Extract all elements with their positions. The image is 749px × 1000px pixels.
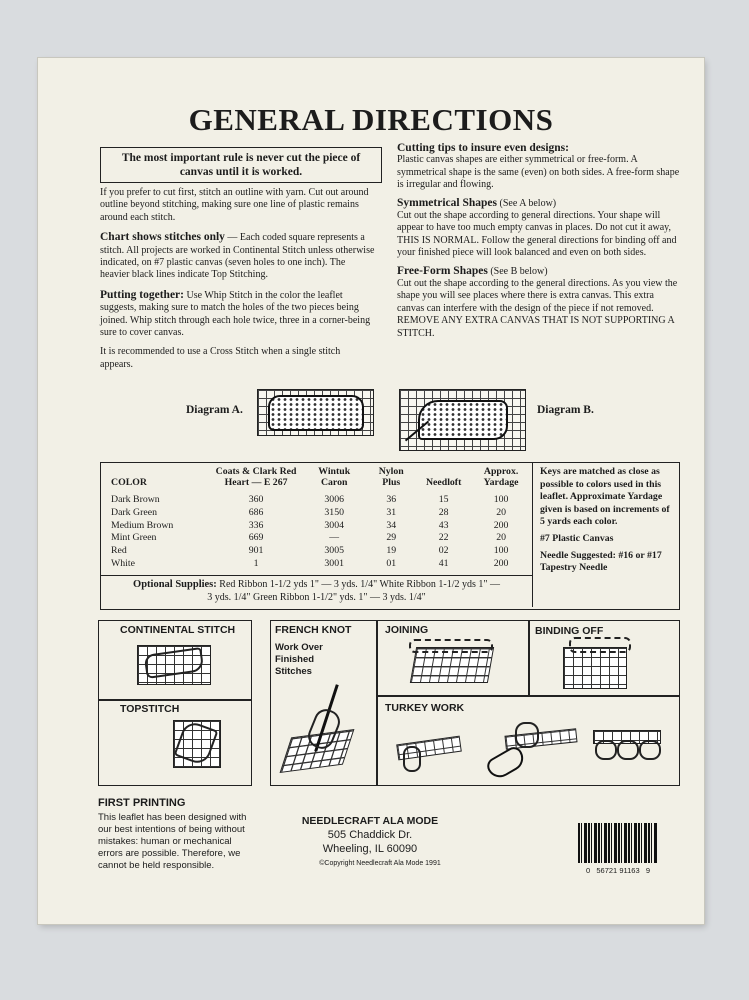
key-notes [540,466,672,575]
chart-heading: Chart shows stitches only [100,231,225,244]
canvas-note: #7 Plastic Canvas [540,532,614,544]
address-line-2: Wheeling, IL 60090 [322,843,418,855]
col-header-nylon: Nylon Plus [378,466,404,488]
page-title: GENERAL DIRECTIONS [188,102,554,137]
sym-heading: Symmetrical Shapes [397,196,497,209]
free-note: (See B below) [487,265,548,277]
turkey-work-label: TURKEY WORK [385,702,465,714]
diagram-a-label: Diagram A. [186,404,243,416]
free-text: Cut out the shape according to the general directions. As you view the shape you will see places where there is extra canvas. This extra canvas can interfere with the design of the piece if not removed. REMOVE ANY EXTRA CANVAS THAT IS NOT SUPPORTING A STITCH. [397,278,678,339]
binding-off-box [528,620,680,697]
putting-paragraph [100,289,375,340]
putting-heading: Putting together: [100,288,184,301]
diagram-a [257,389,374,436]
key-match-note: Keys are matched as close as possible to colors used in this leaflet. Approximate Yardage given is based on increments of 5 yards each color. [540,466,670,528]
continental-label: CONTINENTAL STITCH [120,624,236,636]
putting-text: Use Whip Stitch in the color the leaflet suggests, making sure to match the holes of the two pieces being joined. Whip stitch through each hole twice, three in a corner-being sure to cover canvas. [100,289,371,339]
cutting-text: Plastic canvas shapes are either symmetrical or free-form. A symmetrical shape is the same (even) on both sides. A free-form shape is irregular and flowing. [397,154,680,191]
cutting-heading: Cutting tips to insure even designs: [397,142,569,154]
color-table-frame [100,462,680,610]
optional-line-1: Red Ribbon 1-1/2 yds 1" — 3 yds. 1/4" White Ribbon 1-1/2 yds 1" — [216,579,500,590]
chart-paragraph [100,231,375,282]
table-row: White 1 3001 01 41 200 [111,557,509,569]
company-name: NEEDLECRAFT ALA MODE [301,815,439,827]
first-printing-heading: FIRST PRINTING [98,797,186,809]
diagram-b-label: Diagram B. [537,404,594,416]
french-knot-box [270,620,378,786]
barcode-icon [578,823,658,863]
table-row: Mint Green 669 — 29 22 20 [111,532,506,544]
binding-off-label: BINDING OFF [535,625,604,637]
optional-supplies [101,575,532,604]
sym-text: Cut out the shape according to general directions. Your shape will appear to have too much empty canvas in places. Do not cut it away, THIS IS NORMAL. Follow the general directions for binding off and your finished piece will look balanced and even on both sides. [397,210,677,259]
left-column [100,187,375,371]
optional-line-2: 3 yds. 1/4" Green Ribbon 1-1/2" yds. 1" — 3 yds. 1/4" [207,592,426,603]
table-row: Dark Brown 360 3006 36 15 100 [111,494,509,505]
topstitch-box [98,699,252,786]
table-row: Red 901 3005 19 02 100 [111,545,509,557]
diagram-b [399,389,526,451]
color-table [101,466,531,571]
french-knot-label: FRENCH KNOT [275,624,352,636]
first-printing-text: This leaflet has been designed with our best intentions of being without mistakes: human or mechanical errors are possible. Therefore, we cannot be held responsible. [98,812,247,871]
col-header-coats: Coats & Clark Red Heart — E 267 [215,466,297,488]
joining-box [376,620,530,697]
chart-text: — Each coded square represents a stitch. All projects are worked in Continental Stitch unless otherwise indicated, on #7 plastic canvas (seven holes to one inch). The heavier black lines indicate Top Stitching. [100,232,375,281]
optional-label: Optional Supplies: [133,579,217,590]
col-header-color: COLOR [111,477,147,488]
leaflet-page [38,58,704,924]
intro-text: If you prefer to cut first, stitch an outline with yarn. Cut out around outline beyond stitching, making sure one line of plastic remains around each stitch. [100,187,369,223]
continental-box [98,620,252,701]
sym-note: (See A below) [496,197,557,209]
joining-label: JOINING [385,624,429,636]
topstitch-label: TOPSTITCH [120,703,180,715]
important-rule-box: The most important rule is never cut the piece of canvas until it is worked. [100,147,382,183]
right-column [397,142,680,340]
copyright: ©Copyright Needlecraft Ala Mode 1991 [319,860,441,867]
sym-heading-line [397,197,680,210]
col-header-wintuk: Wintuk Caron [318,466,351,488]
col-header-needloft: Needloft [425,477,462,488]
free-heading: Free-Form Shapes [397,264,488,277]
turkey-work-box [376,695,680,786]
binding-off-icon [563,647,627,689]
table-row: Medium Brown 336 3004 34 43 200 [111,519,509,531]
needle-note: Needle Suggested: #16 or #17 Tapestry Needle [540,549,662,574]
french-knot-note: Work Over Finished Stitches [275,642,323,677]
address-line-1: 505 Chaddick Dr. [327,829,413,841]
col-header-yardage: Approx. Yardage [483,466,519,488]
table-row: Dark Green 686 3150 31 28 20 [111,506,506,518]
barcode-number: 0 56721 91163 9 [585,866,651,875]
free-heading-line [397,265,680,278]
cross-stitch-text: It is recommended to use a Cross Stitch when a single stitch appears. [100,346,341,370]
